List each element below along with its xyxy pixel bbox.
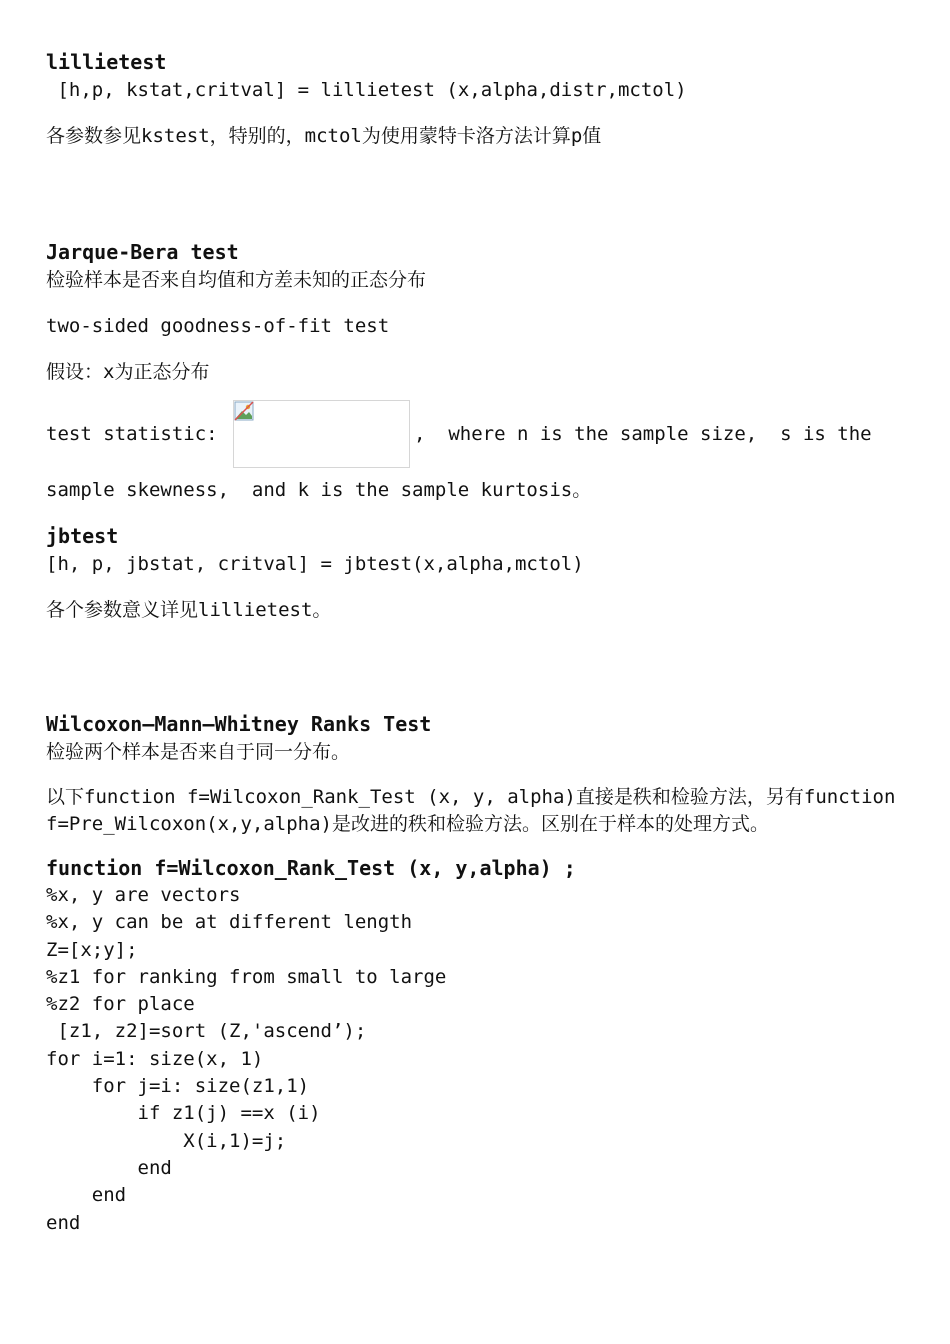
code-line: end (46, 1211, 81, 1234)
test-statistic-explanation: , where n is the sample size, s is the (414, 423, 872, 445)
document-page (46, 46, 906, 1237)
code-line: for i=1: size(x, 1) (46, 1047, 264, 1070)
jbtest-note: 各个参数意义详见lillietest。 (46, 599, 332, 621)
jarque-bera-heading: Jarque-Bera test (46, 240, 239, 264)
jarque-bera-test-type: two-sided goodness-of-fit test (46, 315, 390, 337)
code-line: [z1, z2]=sort (Z,'ascend’); (46, 1020, 367, 1043)
test-statistic-label: test statistic: (46, 423, 230, 445)
test-statistic-explanation-cont: sample skewness, and k is the sample kurtosis。 (46, 479, 592, 501)
wilcoxon-function-heading: function f=Wilcoxon_Rank_Test (x, y,alpha) ; (46, 856, 576, 880)
code-line: %z2 for place (46, 993, 195, 1016)
test-statistic-line (46, 400, 906, 468)
wmw-description: 检验两个样本是否来自于同一分布。 (46, 741, 351, 763)
code-line: X(i,1)=j; (46, 1129, 287, 1152)
wmw-heading: Wilcoxon—Mann—Whitney Ranks Test (46, 712, 432, 736)
code-line: end (46, 1184, 127, 1207)
formula-image-placeholder (233, 400, 410, 468)
code-line: %x, y are vectors (46, 884, 241, 906)
code-line: for j=i: size(z1,1) (46, 1075, 310, 1098)
code-line: end (46, 1156, 172, 1179)
code-line: Z=[x;y]; (46, 938, 138, 961)
lillietest-note: 各参数参见kstest，特别的，mctol为使用蒙特卡洛方法计算p值 (46, 125, 602, 147)
lillietest-heading: lillietest (46, 50, 167, 74)
jarque-bera-hypothesis: 假设：x为正态分布 (46, 361, 210, 383)
lillietest-syntax: [h,p, kstat,critval] = lillietest (x,alpha,distr,mctol) (46, 79, 687, 101)
broken-image-icon (234, 401, 254, 421)
wmw-paragraph: 以下function f=Wilcoxon_Rank_Test (x, y, alpha)直接是秩和检验方法，另有function f=Pre_Wilcoxon(x,y,alpha)是改进的秩和检验方法。区别在于样本的处理方式。 (46, 786, 907, 835)
jarque-bera-description: 检验样本是否来自均值和方差未知的正态分布 (46, 269, 427, 291)
jbtest-syntax: [h, p, jbstat, critval] = jbtest(x,alpha,mctol) (46, 553, 584, 575)
code-line: %z1 for ranking from small to large (46, 965, 447, 988)
code-block (46, 882, 906, 1237)
code-line: %x, y can be at different length (46, 911, 413, 934)
code-line: if z1(j) ==x (i) (46, 1102, 321, 1125)
jbtest-heading: jbtest (46, 524, 119, 548)
